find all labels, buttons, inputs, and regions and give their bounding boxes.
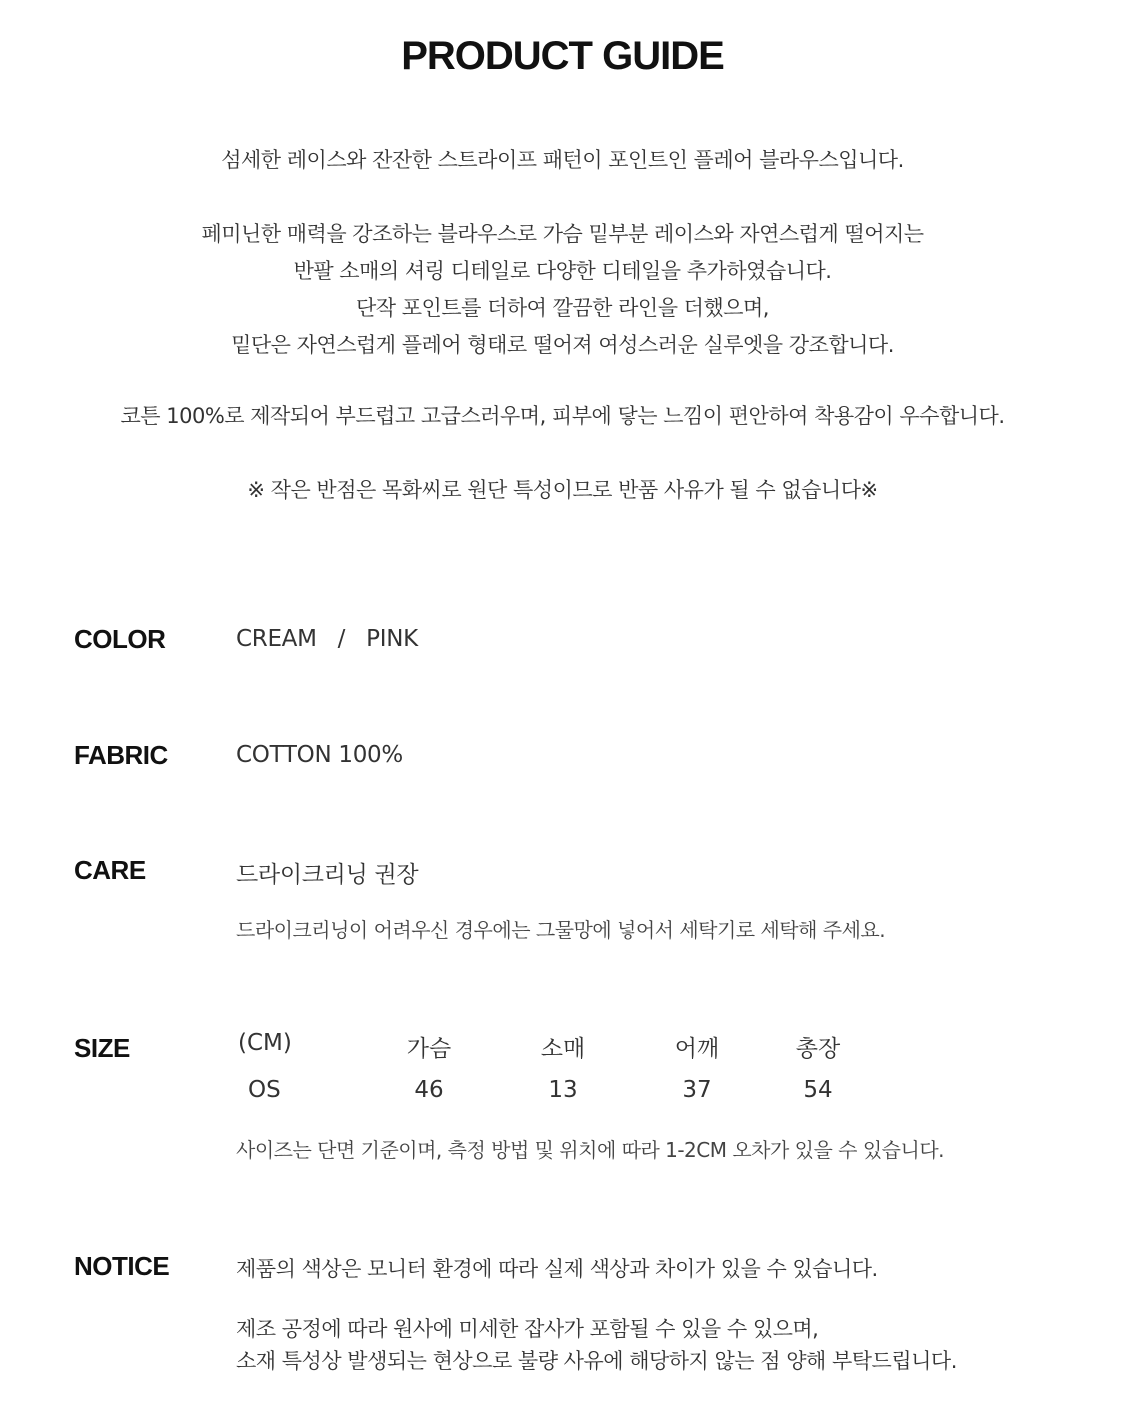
intro-disclaimer: ※ 작은 반점은 목화씨로 원단 특성이므로 반품 사유가 될 수 없습니다※ (247, 478, 878, 502)
intro-paragraph-4 (0, 472, 1125, 509)
intro-paragraph-2 (0, 216, 1125, 364)
intro-line: 단작 포인트를 더하여 깔끔한 라인을 더했으며, (356, 296, 769, 320)
size-cell-length: 54 (803, 1077, 833, 1103)
page-title: PRODUCT GUIDE (401, 34, 724, 78)
fabric-label: FABRIC (74, 740, 168, 770)
notice-label: NOTICE (74, 1251, 170, 1281)
intro-line: 밑단은 자연스럽게 플레어 형태로 떨어져 여성스러운 실루엣을 강조합니다. (231, 333, 894, 357)
size-cell-os: OS (248, 1077, 281, 1103)
size-header-chest: 가슴 (406, 1036, 452, 1062)
intro-line: 반팔 소매의 셔링 디테일로 다양한 디테일을 추가하였습니다. (293, 259, 832, 283)
intro-paragraph-1 (0, 142, 1125, 179)
size-header-unit: (CM) (238, 1030, 292, 1056)
size-header-sleeve: 소매 (540, 1036, 586, 1062)
intro-line: 섬세한 레이스와 잔잔한 스트라이프 패턴이 포인트인 플레어 블라우스입니다. (221, 148, 904, 172)
fabric-value: COTTON 100% (236, 742, 403, 768)
color-value: CREAM / PINK (236, 626, 418, 652)
notice-block (236, 1313, 957, 1377)
intro-line: 코튼 100%로 제작되어 부드럽고 고급스러우며, 피부에 닿는 느낌이 편안하여 착용감이 우수합니다. (120, 404, 1005, 428)
size-label: SIZE (74, 1033, 130, 1063)
notice-line-3: 소재 특성상 발생되는 현상으로 불량 사유에 해당하지 않는 점 양해 부탁드립니다. (236, 1349, 957, 1373)
size-cell-shoulder: 37 (682, 1077, 712, 1103)
intro-paragraph-3 (0, 398, 1125, 435)
care-note: 드라이크리닝이 어려우신 경우에는 그물망에 넣어서 세탁기로 세탁해 주세요. (236, 918, 886, 942)
size-cell-sleeve: 13 (548, 1077, 578, 1103)
size-header-shoulder: 어깨 (674, 1036, 720, 1062)
size-header-length: 총장 (795, 1036, 841, 1062)
size-note: 사이즈는 단면 기준이며, 측정 방법 및 위치에 따라 1-2CM 오차가 있을 수 있습니다. (236, 1138, 944, 1162)
notice-line-2: 제조 공정에 따라 원사에 미세한 잡사가 포함될 수 있을 수 있으며, (236, 1317, 819, 1341)
size-cell-chest: 46 (414, 1077, 444, 1103)
color-label: COLOR (74, 624, 166, 654)
care-value: 드라이크리닝 권장 (236, 862, 419, 888)
intro-line: 페미닌한 매력을 강조하는 블라우스로 가슴 밑부분 레이스와 자연스럽게 떨어지는 (201, 222, 924, 246)
notice-line-1: 제품의 색상은 모니터 환경에 따라 실제 색상과 차이가 있을 수 있습니다. (236, 1257, 878, 1281)
care-label: CARE (74, 855, 146, 885)
